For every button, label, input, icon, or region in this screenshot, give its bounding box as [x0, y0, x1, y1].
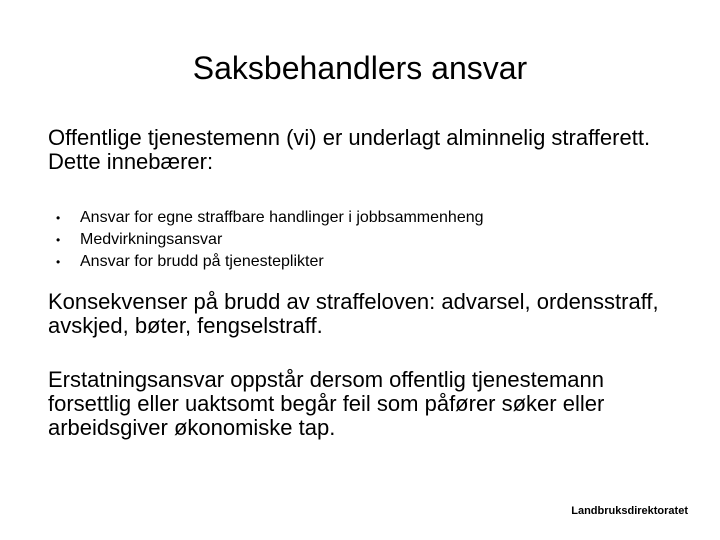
slide-title: Saksbehandlers ansvar — [192, 50, 528, 86]
bullet-icon: • — [56, 233, 61, 247]
landbruksdirektoratet-logo: Landbruksdirektoratet — [571, 505, 688, 517]
bullet-text: Medvirkningsansvar — [80, 231, 223, 248]
consequences-paragraph: Konsekvenser på brudd av straffeloven: advarsel, ordensstraff, avskjed, bøter, fengselstraff. — [48, 289, 659, 338]
bullet-icon: • — [56, 255, 61, 269]
bullet-item — [56, 251, 676, 273]
bullet-list — [56, 207, 676, 273]
bullet-text: Ansvar for brudd på tjenesteplikter — [80, 253, 324, 270]
intro-paragraph: Offentlige tjenestemenn (vi) er underlagt alminnelig strafferett. Dette innebærer: — [48, 125, 651, 174]
bullet-item — [56, 229, 676, 251]
liability-paragraph: Erstatningsansvar oppstår dersom offentlig tjenestemann forsettlig eller uaktsomt begår feil som påfører søker eller arbeidsgiver økonomiske tap. — [48, 367, 605, 440]
bullet-text: Ansvar for egne straffbare handlinger i jobbsammenheng — [80, 209, 484, 226]
bullet-item — [56, 207, 676, 229]
bullet-icon: • — [56, 211, 61, 225]
